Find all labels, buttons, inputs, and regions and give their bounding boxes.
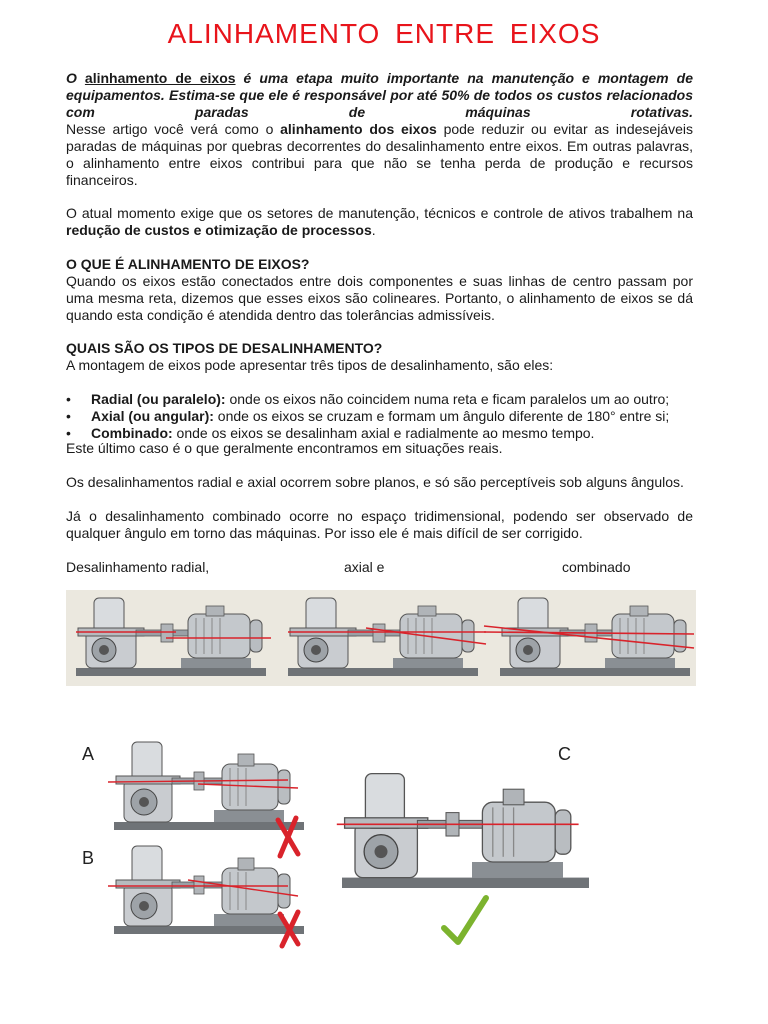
p2-c: . (371, 222, 376, 238)
label-c: C (558, 744, 571, 764)
paragraph-article (66, 121, 693, 189)
caption-axial: axial e (344, 559, 385, 575)
p2-a: O atual momento exige que os setores de manutenção, técnicos e controle de ativos trabalhem na (66, 205, 693, 221)
label-a: A (82, 744, 95, 764)
paragraph-last-case: Este último caso é o que geralmente encontramos em situações reais. (66, 440, 503, 456)
paragraph-planes: Os desalinhamentos radial e axial ocorrem sobre planos, e só são perceptíveis sob alguns ângulos. (66, 474, 684, 490)
machine-a (108, 742, 304, 856)
list-item-text: onde os eixos se cruzam e formam um ângulo diferente de 180° entre si; (213, 408, 670, 424)
label-b: B (82, 848, 95, 868)
p2-bold: redução de custos e otimização de processos (66, 222, 372, 238)
paragraph-combined: Já o desalinhamento combinado ocorre no espaço tridimensional, podendo ser observado de qualquer ângulo em torno das máquinas. Por isso ele é mais difícil de ser corrigido. (66, 508, 693, 541)
paragraph-moment (66, 205, 693, 239)
heading-what-is: O QUE É ALINHAMENTO DE EIXOS? (66, 256, 310, 272)
bullet: • (66, 408, 71, 424)
list-item-label: Radial (ou paralelo): (91, 391, 226, 407)
paragraph-types-intro: A montagem de eixos pode apresentar três tipos de desalinhamento, são eles: (66, 357, 554, 373)
page-title: ALINHAMENTO ENTRE EIXOS (167, 18, 601, 49)
bullet: • (66, 425, 71, 441)
caption-radial: Desalinhamento radial, (66, 559, 210, 575)
alignment-comparison-figure (82, 730, 608, 950)
figure-captions (0, 559, 768, 576)
intro-o: O (66, 70, 85, 86)
heading-types: QUAIS SÃO OS TIPOS DE DESALINHAMENTO? (66, 340, 383, 356)
bullet: • (66, 391, 71, 407)
list-item-text: onde os eixos não coincidem numa reta e ficam paralelos um ao outro; (225, 391, 670, 407)
p1-bold: alinhamento dos eixos (280, 121, 437, 137)
machine-b (108, 846, 304, 946)
green-check-icon (444, 898, 486, 942)
p1-c: pode reduzir ou evitar as indesejáveis paradas de máquinas por quebras decorrentes do desalinhamento entre eixos. Em outras palavras, o alinhamento entre eixos contribui para que não se tenha perda de produção e recursos financeiros. (66, 121, 693, 188)
machine-c (337, 774, 589, 888)
intro-paragraph (66, 70, 693, 121)
p1-a: Nesse artigo você verá como o (66, 121, 281, 137)
intro-rest: é uma etapa muito importante na manutenção e montagem de equipamentos. Estima-se que ele é responsável por até 50% de todos os custos relacionados com paradas de máquinas rotativas. (66, 70, 693, 120)
list-item-text: onde os eixos se desalinham axial e radialmente ao mesmo tempo. (172, 425, 595, 441)
machines-drawing (108, 730, 608, 950)
misalignment-figure-strip (66, 590, 696, 686)
intro-term: alinhamento de eixos (84, 70, 236, 86)
paragraph-definition: Quando os eixos estão conectados entre dois componentes e suas linhas de centro passam por uma mesma reta, dizemos que esses eixos são colineares. Portanto, o alinhamento de eixos se dá quando esta condição é atendida dentro das tolerâncias admissíveis. (66, 273, 693, 323)
list-item-label: Axial (ou angular): (91, 408, 214, 424)
list-item (66, 391, 706, 408)
list-item (66, 408, 706, 425)
caption-combined: combinado (562, 559, 631, 575)
misalignment-list (66, 391, 706, 442)
list-item-label: Combinado: (91, 425, 173, 441)
